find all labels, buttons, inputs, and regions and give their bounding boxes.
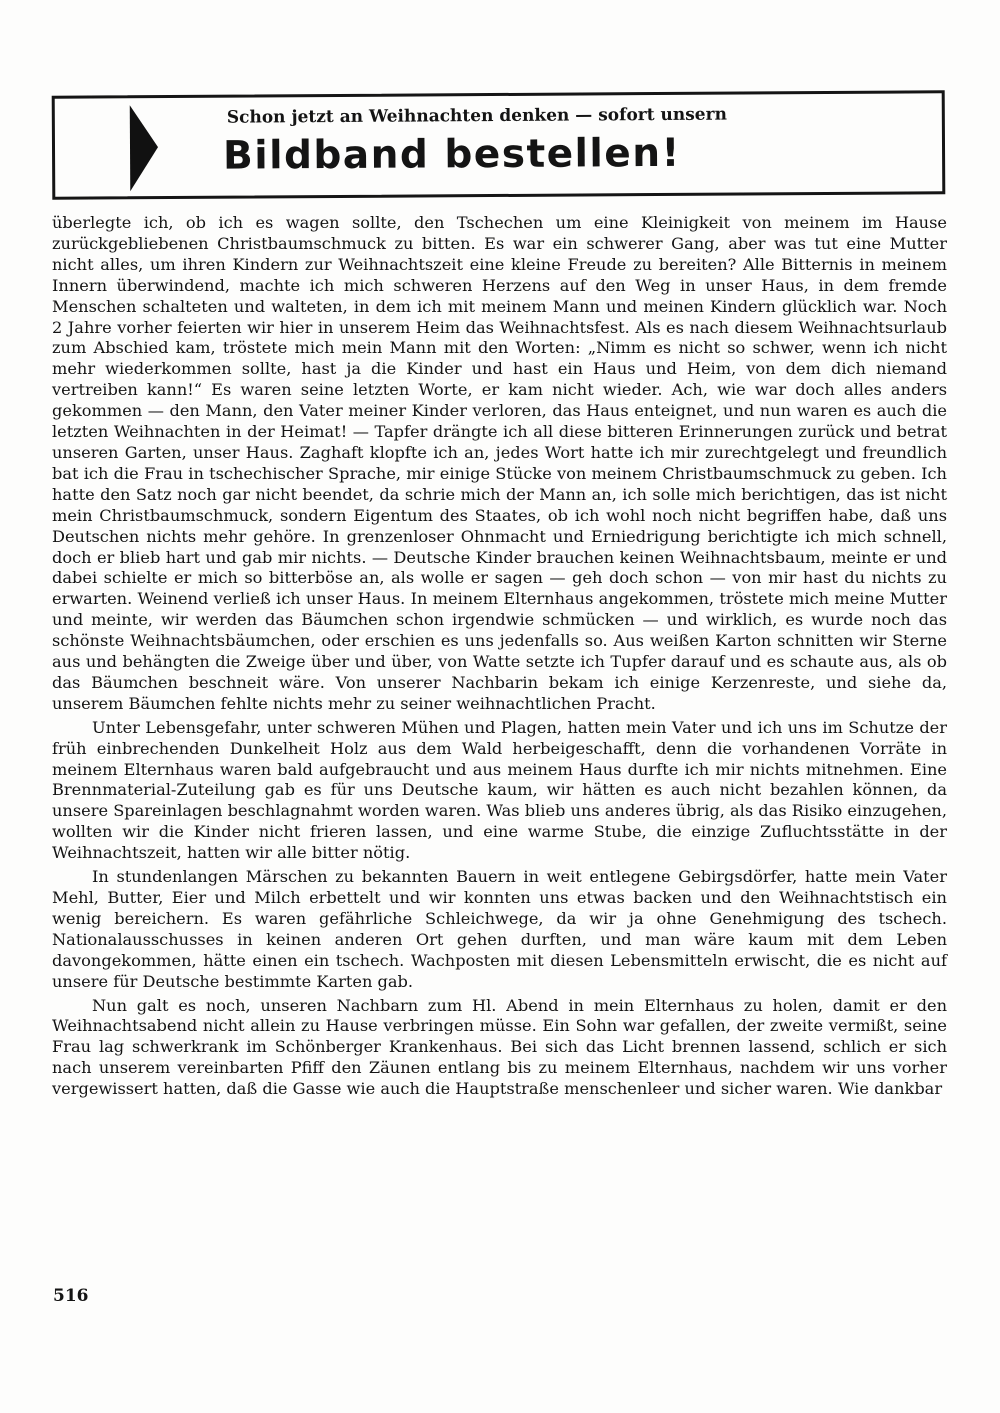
page-number: 516 xyxy=(53,1286,89,1306)
paragraph: In stundenlangen Märschen zu bekannten Bauern in weit entlegene Gebirgsdörfer, hatte mein Vater Mehl, Butter, Eier und Milch erbettelt und wir konnten uns etwas backen und den Weihnachtstisch ein wenig bereichern. Es waren gefährliche Schleichwege, da wir ja ohne Genehmigung des tschech. Nationalausschusses in keinen anderen Ort gehen durften, und man wäre kaum mit dem Leben davongekommen, hätte einen ein tschech. Wachposten mit diesen Lebensmitteln erwischt, die es nicht auf unsere für Deutsche bestimmte Karten gab. xyxy=(52,867,947,991)
paragraph: überlegte ich, ob ich es wagen sollte, den Tschechen um eine Kleinigkeit von meinem im Hause zurückgebliebenen Christbaumschmuck zu bitten. Es war ein schwerer Gang, aber was tut eine Mutter nicht alles, um ihren Kindern zur Weihnachtszeit eine kleine Freude zu bereiten? Alle Bitternis in meinem Innern überwindend, machte ich mich schweren Herzens auf den Weg in unser Haus, in dem fremde Menschen schalteten und walteten, in dem ich mit meinem Mann und meinen Kindern glücklich war. Noch 2 Jahre vorher feierten wir hier in unserem Heim das Weihnachtsfest. Als es nach diesem Weihnachtsurlaub zum Abschied kam, tröstete mich mein Mann mit den Worten: „Nimm es nicht so schwer, wenn ich nicht mehr wiederkommen sollte, hast ja die Kinder und hast ein Haus und Heim, von dem dich niemand vertreiben kann!“ Es waren seine letzten Worte, er kam nicht wieder. Ach, wie war doch alles anders gekommen — den Mann, den Vater meiner Kinder verloren, das Haus enteignet, und nun waren es auch die letzten Weihnachten in der Heimat! — Tapfer drängte ich all diese bitteren Erinnerungen zurück und betrat unseren Garten, unser Haus. Zaghaft klopfte ich an, jedes Wort hatte ich mir zurechtgelegt und freundlich bat ich die Frau in tschechischer Sprache, mir einige Stücke von meinem Christbaumschmuck zu geben. Ich hatte den Satz noch gar nicht beendet, da schrie mich der Mann an, ich solle mich berichtigen, das ist nicht mein Christbaumschmuck, sondern Eigentum des Staates, ob ich wohl noch nicht begriffen habe, daß uns Deutschen nichts mehr gehöre. In grenzenloser Ohnmacht und Erniedrigung berichtigte ich mich schnell, doch er blieb hart und gab mir nichts. — Deutsche Kinder brauchen keinen Weihnachtsbaum, meinte er und dabei schielte er mich so bitterböse an, als wolle er sagen — geh doch schon — von mir hast du nichts zu erwarten. Weinend verließ ich unser Haus. In meinem Elternhaus angekommen, tröstete mich meine Mutter und meinte, wir werden das Bäumchen schon irgendwie schmücken — und wirklich, es wurde noch das schönste Weihnachtsbäumchen, oder erschien es uns jedenfalls so. Aus weißen Karton schnitten wir Sterne aus und behängten die Zweige über und über, von Watte setzte ich Tupfer darauf und es schaute aus, als ob das Bäumchen beschneit wäre. Von unserer Nachbarin bekam ich einige Kerzenreste, und siehe da, unserem Bäumchen fehlte nichts mehr zu seiner weihnachtlichen Pracht. xyxy=(52,213,947,713)
ad-banner xyxy=(52,90,946,199)
article-body xyxy=(52,213,947,1100)
arrow-right-icon xyxy=(127,103,160,193)
paragraph: Unter Lebensgefahr, unter schweren Mühen und Plagen, hatten mein Vater und ich uns im Schutze der früh einbrechenden Dunkelheit Holz aus dem Wald herbeigeschafft, denn die vorhandenen Vorräte in meinem Elternhaus waren bald aufgebraucht und aus meinem Haus durfte ich mir nichts mitnehmen. Eine Brennmaterial-Zuteilung gab es für uns Deutsche kaum, wir hätten es auch nicht bezahlen können, da unsere Spareinlagen beschlagnahmt worden waren. Was blieb uns anderes übrig, als das Risiko einzugehen, wollten wir die Kinder nicht frieren lassen, und eine warme Stube, die einzige Zufluchtsstätte in der Weihnachtszeit, hatten wir alle bitter nötig. xyxy=(52,717,947,863)
ad-call-to-action: Bildband bestellen! xyxy=(222,130,681,179)
ad-headline: Schon jetzt an Weihnachten denken — sofort unsern xyxy=(226,104,727,128)
paragraph: Nun galt es noch, unseren Nachbarn zum Hl. Abend in mein Elternhaus zu holen, damit er den Weihnachtsabend nicht allein zu Hause verbringen müsse. Ein Sohn war gefallen, der zweite vermißt, seine Frau lag schwerkrank im Schönberger Krankenhaus. Bei sich das Licht brennen lassend, schlich er sich nach unserem vereinbarten Pfiff den Zäunen entlang bis zu meinem Elternhaus, nachdem wir uns vorher vergewissert hatten, daß die Gasse wie auch die Hauptstraße menschenleer und sicher waren. Wie dankbar xyxy=(52,995,947,1099)
